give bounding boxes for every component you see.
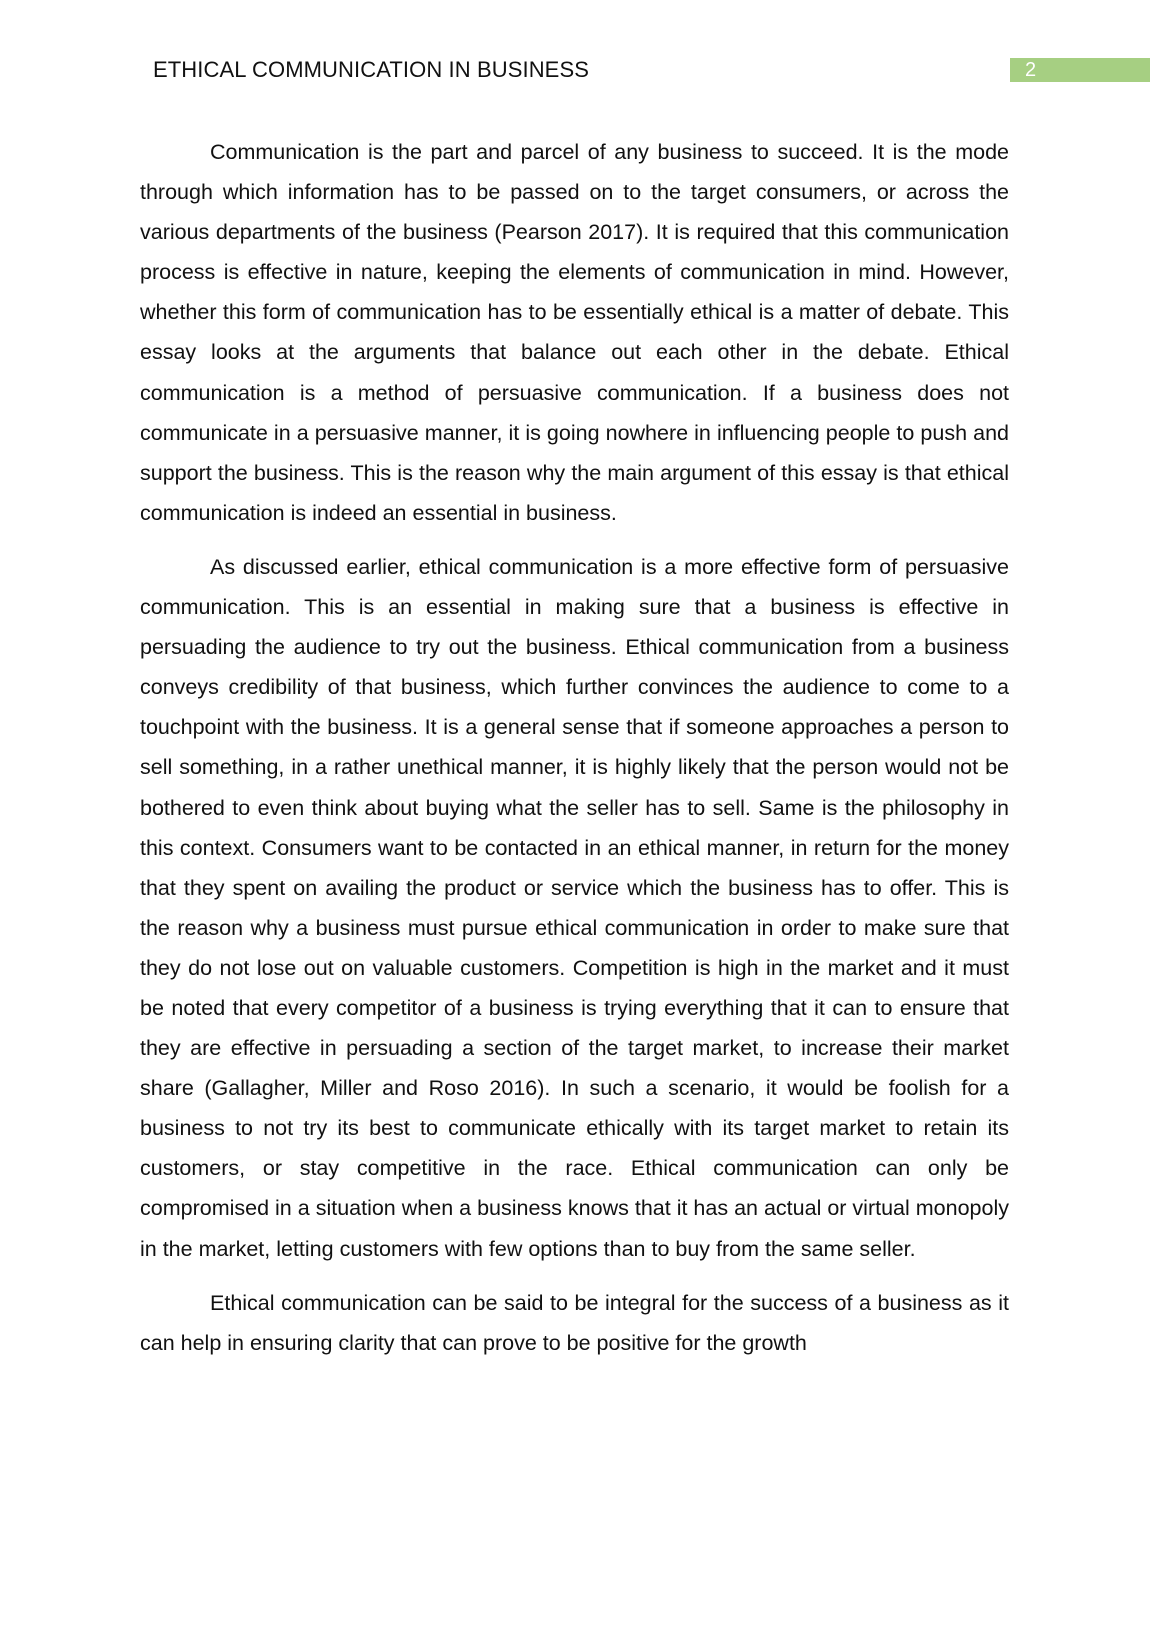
page-number: 2 [1025,59,1037,81]
page-number-box [1010,58,1150,82]
page-header [0,56,1158,84]
paragraph-clarity: Ethical communication can be said to be integral for the success of a business as it can help in ensuring clarity that can prove to be positive for the growth [140,1290,1009,1355]
running-head-title: ETHICAL COMMUNICATION IN BUSINESS [153,57,590,82]
body-text [140,132,1009,1377]
paragraph-persuasive-communication: As discussed earlier, ethical communication is a more effective form of persuasive communication. This is an essential in making sure that a business is effective in persuading the audience to try out the business. Ethical communication from a business conveys credibility of that business, which further convinces the audience to come to a touchpoint with the business. It is a general sense that if someone approaches a person to sell something, in a rather unethical manner, it is highly likely that the person would not be bothered to even think about buying what the seller has to sell. Same is the philosophy in this context. Consumers want to be contacted in an ethical manner, in return for the money that they spent on availing the product or service which the business has to offer. This is the reason why a business must pursue ethical communication in order to make sure that they do not lose out on valuable customers. Competition is high in the market and it must be noted that every competitor of a business is trying everything that it can to ensure that they are effective in persuading a section of the target market, to increase their market share (Gallagher, Miller and Roso 2016). In such a scenario, it would be foolish for a business to not try its best to communicate ethically with its target market to retain its customers, or stay competitive in the race. Ethical communication can only be compromised in a situation when a business knows that it has an actual or virtual monopoly in the market, letting customers with few options than to buy from the same seller. [140,554,1009,1261]
paragraph-introduction: Communication is the part and parcel of any business to succeed. It is the mode through which information has to be passed on to the target consumers, or across the various departments of the business (Pearson 2017). It is required that this communication process is effective in nature, keeping the elements of communication in mind. However, whether this form of communication has to be essentially ethical is a matter of debate. This essay looks at the arguments that balance out each other in the debate. Ethical communication is a method of persuasive communication. If a business does not communicate in a persuasive manner, it is going nowhere in influencing people to push and support the business. This is the reason why the main argument of this essay is that ethical communication is indeed an essential in business. [140,140,1009,525]
